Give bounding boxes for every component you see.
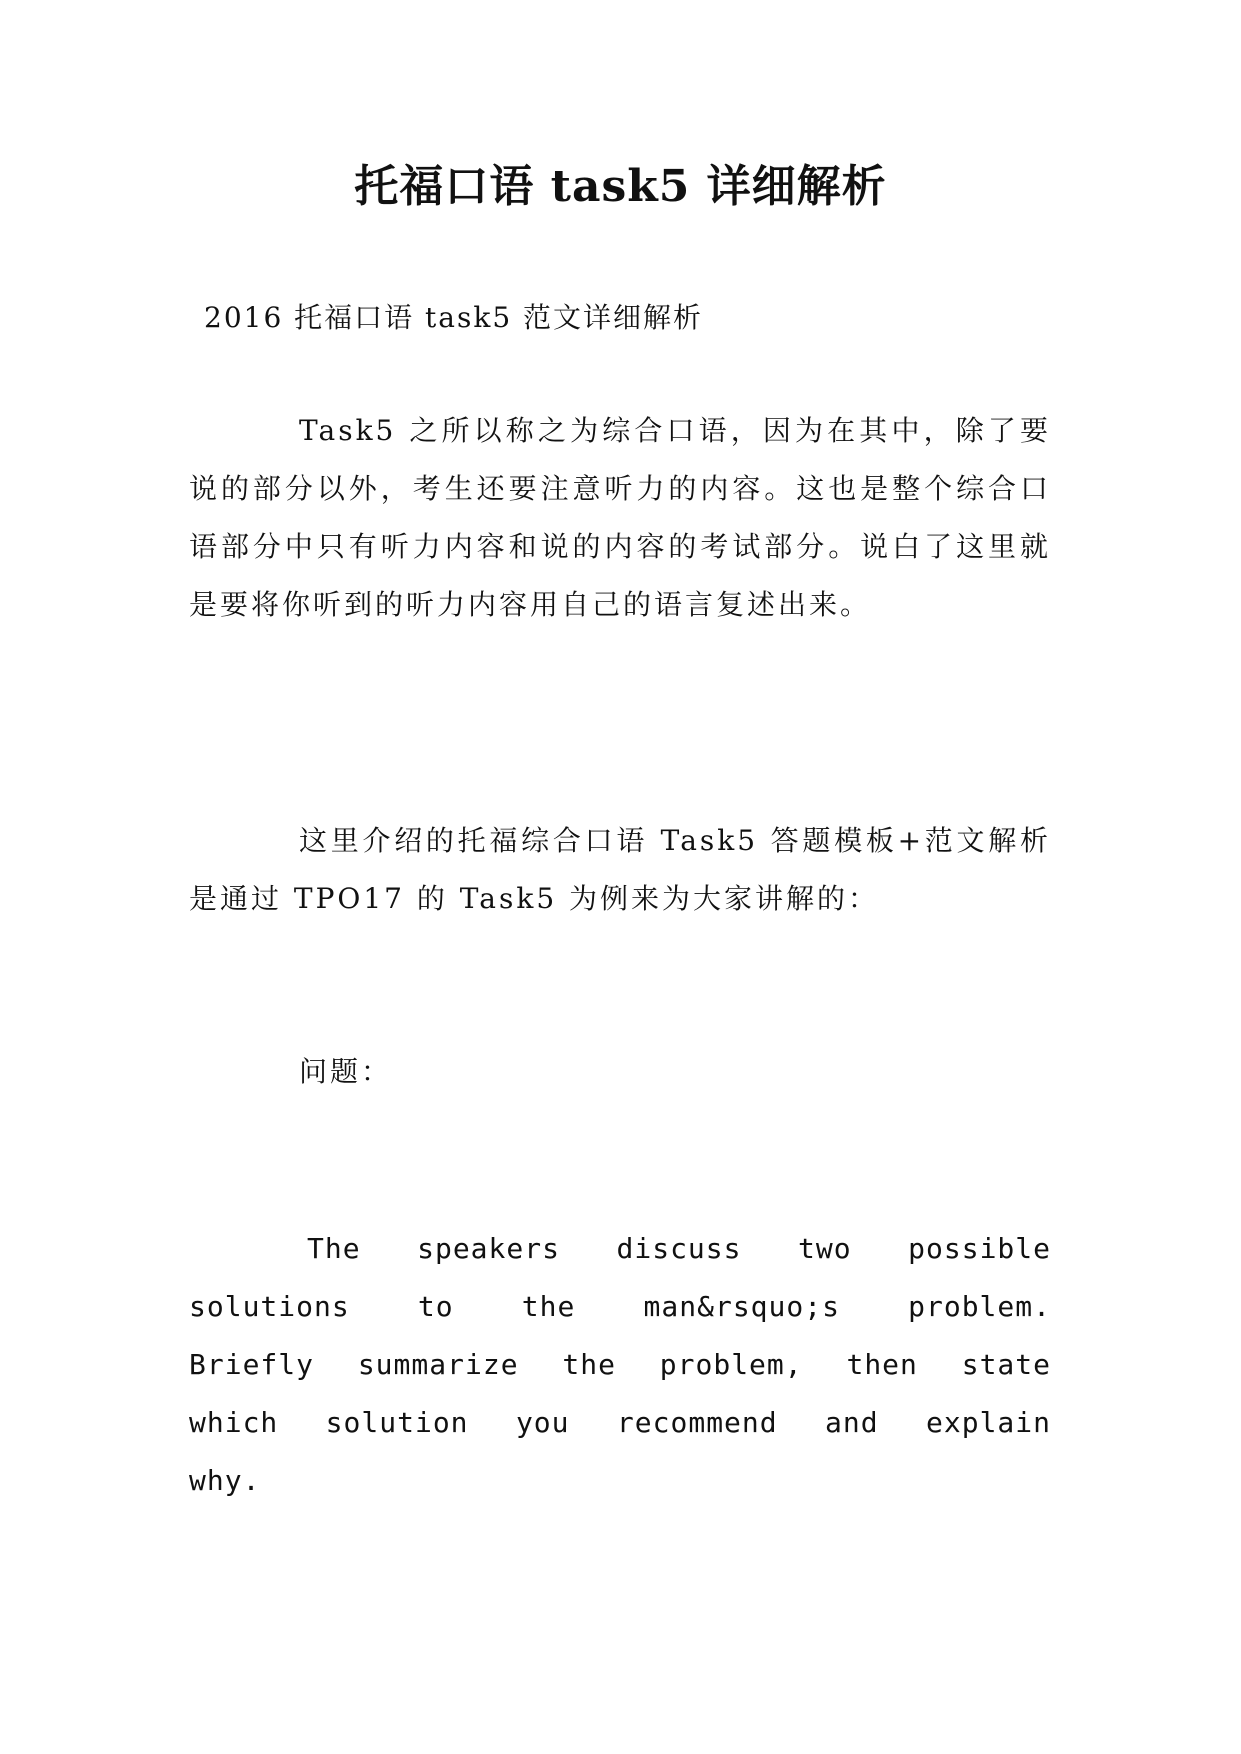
document-title: 托福口语 task5 详细解析 <box>354 161 887 212</box>
paragraph-question-label: 问题： <box>299 1055 393 1088</box>
paragraph-template-note: 这里介绍的托福综合口语 Task5 答题模板+范文解析是通过 TPO17 的 Task5 为例来为大家讲解的： <box>189 824 1051 915</box>
paragraph-question-text: The speakers discuss two possible solutions to the man&rsquo;s problem. Briefly summarize the problem, then state which solution you recommend and explain why. <box>189 1232 1051 1497</box>
paragraph-intro: Task5 之所以称之为综合口语，因为在其中，除了要说的部分以外，考生还要注意听力的内容。这也是整个综合口语部分中只有听力内容和说的内容的考试部分。说白了这里就是要将你听到的听力内容用自己的语言复述出来。 <box>189 414 1051 621</box>
document-subtitle: 2016 托福口语 task5 范文详细解析 <box>204 301 704 334</box>
